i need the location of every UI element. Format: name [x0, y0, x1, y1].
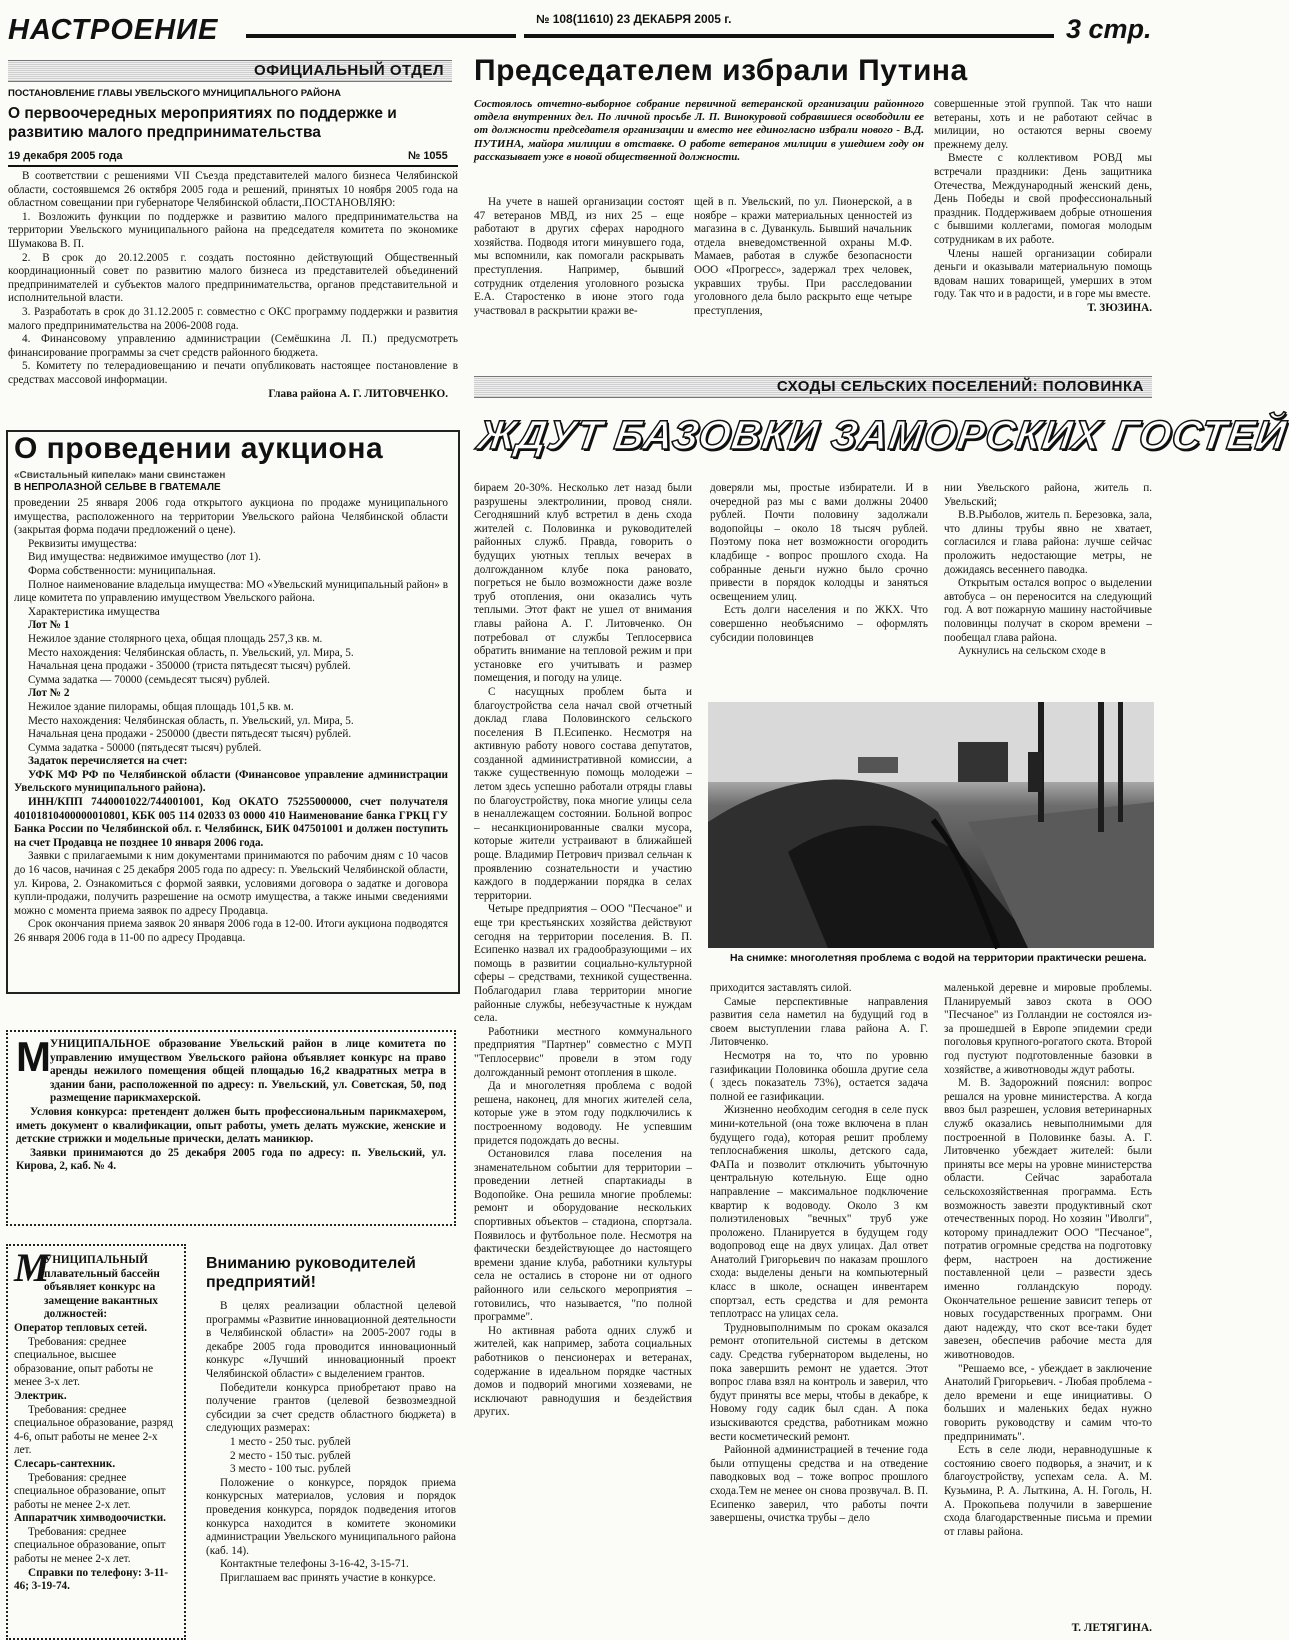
village-paragraph: Остановился глава поселения на знаменательном событии для территории – проведении летней спартакиады в Водопойке. Она решила многие проблемы: ремонт и оборудование нескольких спортивных объектов – стадиона, спортзала. Появилось и футбольное поле. Несмотря на фактически бездействующее до настоящего времени здание клуба, работники культуры села не остались в стороне ни от одного районного или сельского мероприятия – готовились, что называется, "по полной программе".	[474, 1148, 692, 1324]
rent-dropcap: М	[16, 1033, 51, 1080]
pool-phones: Справки по телефону: 3-11-46; 3-19-74.	[14, 1566, 169, 1593]
putin-lead: Состоялось отчетно-выборное собрание первичной ветеранской организации районного отдела внутренних дел. По личной просьбе Л. П. Винокуровой собравшиеся освободили ее от должности председателя организации и вместо нее единогласно избрали нового - В.Д. ПУТИНА, майора милиции в отставке. О работе ветеранов милиции в ушедшем году он рассказывает уже в новой общественной должности.	[474, 98, 924, 163]
village-signature: Т. ЛЕТЯГИНА.	[1071, 1622, 1152, 1634]
auction-paragraph: Начальная цена продажи - 250000 (двести пятьдесят тысяч) рублей.	[28, 728, 352, 741]
village-paragraph: приходится заставлять силой.	[710, 982, 852, 994]
auction-paragraph: Сумма задатка — 70000 (семьдесят тысяч) рублей.	[28, 673, 270, 686]
auction-paragraph: Место нахождения: Челябинская область, п. Увельский, ул. Мира, 5.	[28, 646, 354, 659]
auction-body	[14, 497, 448, 987]
village-photo	[708, 702, 1154, 948]
village-column-1	[474, 482, 692, 1636]
issue-info: № 108(11610) 23 ДЕКАБРЯ 2005 г.	[536, 12, 732, 26]
resolution-kicker: ПОСТАНОВЛЕНИЕ ГЛАВЫ УВЕЛЬСКОГО МУНИЦИПАЛЬНОГО РАЙОНА	[8, 88, 342, 99]
auction-paragraph: Заявки с прилагаемыми к ним документами принимаются по рабочим дням с 10 часов до 16 часов, начиная с 25 декабря 2005 года по адресу: п. Увельский Челябинской области, ул. Кирова, 2. Ознакомиться с формой заявки, условиями договора о задатке и договора купли-продажи, получить разрешение на осмотр имущества, а также иными сведениями можно с момента приема заявок по адресу Продавца.	[14, 850, 448, 917]
putin-paragraph: Вместе с коллективом РОВД мы встречали праздники: День защитника Отечества, Международный женский день, День Победы и свой профессиональный праздник. Поддерживаем добрые отношения с бывшими коллегами, помогая молодым сотрудникам в их работе.	[934, 152, 1152, 246]
village-paragraph: "Решаемо все, - убеждает в заключение Анатолий Григорьевич. - Любая проблема - дело времени и еще инициативы. О больших и маленьких бедах нужно говорить руководству и самим что-то предпринимать".	[944, 1362, 1152, 1443]
resolution-title: О первоочередных мероприятиях по поддержке и развитию малого предпринимательства	[8, 105, 397, 141]
village-paragraph: Районной администрацией в течение года были отпущены средства и на отведение паводковых вод – тоже вопрос прошлого схода.Тем не менее он снова прозвучал. В. П. Есипенко заверил, что работы почти завершены, очистка трубы – дело	[710, 1444, 928, 1525]
auction-paragraph: Нежилое здание пилорамы, общая площадь 101,5 кв. м.	[28, 700, 294, 713]
official-section-label: ОФИЦИАЛЬНЫЙ ОТДЕЛ	[254, 62, 444, 79]
putin-paragraph: щей в п. Увельский, по ул. Пионерской, а в ноябре – кражи материальных ценностей из магазина в с. Дуванкуль. Бывший начальник отдела вневедомственной охраны М.Ф. Мамаев, работая в службе безопасности ООО «Прогресс», задержал трех человек, укравших трубы. При расследовании уголовного дела было раскрыто еще четыре преступления,	[694, 196, 912, 317]
putin-column-3	[934, 98, 1152, 360]
resolution-signature: Глава района А. Г. ЛИТОВЧЕНКО.	[268, 387, 448, 400]
deposit-heading: Задаток перечисляется на счет:	[28, 755, 188, 768]
auction-paragraph: Полное наименование владельца имущества: МО «Увельский муниципальный район» в лице комитета по управлению имуществом Увельского района.	[14, 578, 448, 605]
section-title: НАСТРОЕНИЕ	[8, 14, 219, 46]
putin-paragraph: На учете в нашей организации состоят 47 ветеранов МВД, из них 25 – еще работают в других сферах народного хозяйства. Подводя итоги минувшего года, мы вспомнили, как помогали раскрывать преступления. Например, бывший сотрудник отделения уголовного розыска Е.А. Старостенко в июне этого года участвовал в раскрытии кражи ве-	[474, 196, 684, 317]
village-paragraph: Есть в селе люди, неравнодушные к состоянию своего подворья, а значит, и к благоустройству, успехам села. А. М. Кузьмина, Р. А. Лыткина, А. Н. Гоголь, Н. А. Прокопьева получили в завершение схода благодарственные письма и премии от главы района.	[944, 1444, 1152, 1538]
village-paragraph: Самые перспективные направления развития села наметил на будущий год в своем выступлении глава района А. Г. Литовченко.	[710, 995, 928, 1049]
auction-paragraph: Начальная цена продажи - 350000 (триста пятьдесят тысяч) рублей.	[28, 660, 351, 673]
resolution-number: № 1055	[408, 150, 448, 162]
putin-paragraph: совершенные этой группой. Так что наши ветераны, хоть и не работают сейчас в милиции, но остаются верны своему прежнему делу.	[934, 98, 1152, 151]
auction-paragraph: Срок окончания приема заявок 20 января 2006 года в 12-00. Итоги аукциона подводятся 26 января 2006 года в 11-00 по адресу Продавца.	[14, 918, 448, 944]
village-paragraph: Четыре предприятия – ООО "Песчаное" и еще три крестьянских хозяйства действуют сегодня на территории поселения. В. П. Есипенко назвал их градообразующими – их помощь в развитии социально-культурной сферы – средствами, техникой существенна. Поблагодарил глава территории многие районные службы, небезучастные к нуждам села.	[474, 903, 692, 1025]
resolution-paragraph: 3. Разработать в срок до 31.12.2005 г. совместно с ОКС программу поддержки и развития малого предпринимательства на 2006-2008 года.	[8, 305, 458, 332]
resolution-body	[8, 170, 458, 400]
trench-illustration	[708, 702, 1154, 948]
job-requirements: Требования: среднее специальное, высшее образование, опыт работы не менее 3-х лет.	[14, 1335, 154, 1389]
pool-body	[14, 1254, 176, 1634]
managers-title: Вниманию руководителей предприятий!	[206, 1255, 416, 1291]
village-paragraph: Работники местного коммунального предприятия "Партнер" совместно с МУП "Теплосервис" провели в этом году долгожданный ремонт отопления в школе.	[474, 1025, 692, 1079]
putin-column-1	[474, 196, 684, 358]
village-paragraph: доверяли мы, простые избиратели. И в очередной раз мы с вами должны 20400 рублей. Почти половину задолжали водопойцы – около 18 тысяч рублей. Поэтому пока нет возможности огородить кладбище - вопрос прошлого схода. На собранные деньги нужно было срочно привести в порядок колодцы и заняться освещением улиц.	[710, 482, 928, 603]
auction-cut-line-2: В НЕПРОЛАЗНОЙ СЕЛЬВЕ В ГВАТЕМАЛЕ	[14, 482, 221, 493]
auction-cut-line: «Свистальный кипелак» мани свинстажен	[14, 470, 226, 481]
job-requirements: Требования: среднее специальное образование, разряд 4-6, опыт работы не менее 2-х лет.	[14, 1403, 173, 1457]
village-column-2	[710, 482, 928, 694]
header-rule-right	[524, 34, 1054, 38]
village-paragraph: Трудновыполнимым по срокам оказался ремонт отопительной системы в детском саду. Средства губернатором выделены, но пока завершить ремонт не удается. Этот вопрос глава взял на контроль и заверил, что будут приняты все меры, чтобы в декабре, к Новому году садик был сдан. А пока изыскиваются средства, работникам можно вести косметический ремонт.	[710, 1321, 928, 1443]
village-paragraph: Да и многолетняя проблема с водой решена, наконец, для многих жителей села, которые уже в этом году подключились к построенному водоводу. Не успевшим придется подождать до весны.	[474, 1080, 692, 1147]
deposit-recipient: УФК МФ РФ по Челябинской области (Финансовое управление администрации Увельского муниципального района).	[14, 768, 448, 795]
auction-paragraph: Вид имущества: недвижимое имущество (лот 1).	[28, 551, 261, 564]
header-rule-left	[246, 34, 516, 38]
rent-deadline: Заявки принимаются до 25 декабря 2005 года по адресу: п. Увельский, ул. Кирова, 2, каб. № 4.	[16, 1146, 446, 1173]
village-paragraph: Открытым остался вопрос о выделении автобуса – он переносится на следующий год. А вот пожарную машину настойчивые половинцы получат в скором времени – пообещал глава района.	[944, 577, 1152, 644]
managers-paragraph: В целях реализации областной целевой программы «Развитие инновационной деятельности в Челябинской области» на 2005-2007 годы в декабре 2005 года проводится инновационный конкурс «Лучший инновационный проект Челябинской области» с выделением грантов.	[206, 1300, 456, 1380]
page-number: 3 стр.	[1066, 14, 1152, 44]
rent-conditions: Условия конкурса: претендент должен быть профессиональным парикмахером, иметь документ о квалификации, опыт работы, уметь делать мужские, женские и детские стрижки и модельные прически, делать маникюр.	[16, 1105, 446, 1146]
village-paragraph: Жизненно необходим сегодня в селе пуск мини-котельной (она тоже включена в план будущего года), которая решит проблему теплоснабжения школы, детского сада, ФАПа и позволит отключить убыточную центральную котельную. Еще одно направление – максимальное подключение квартир к водоводу. Около 3 км полиэтиленовых "вечных" труб уже проложено. Планируется в будущем году водопровод еще на двух улицах. Дал ответ Анатолий Григорьевич по наказам прошлого схода: выделены деньги на компьютерный класс в школе, оснащен инвентарем спортзал, есть средства и для ремонта теплотрасс на улицах села.	[710, 1104, 928, 1321]
village-paragraph: В.В.Рыболов, житель п. Березовка, зала, что длины трубы явно не хватает, согласился и глава района: лучше сейчас проложить недостающие метры, не дожидаясь весеннего паводка.	[944, 509, 1152, 576]
village-column-3	[944, 482, 1152, 694]
job-requirements: Требования: среднее специальное образование, опыт работы не менее 2-х лет.	[14, 1471, 166, 1511]
auction-title: О проведении аукциона	[14, 432, 384, 465]
resolution-paragraph: 5. Комитету по телерадиовещанию и печати опубликовать настоящее постановление в средствах массовой информации.	[8, 360, 458, 386]
resolution-paragraph: 1. Возложить функции по поддержке и развитию малого предпринимательства на территории Увельского муниципального района на председателя комитета по экономике Шумакова В. П.	[8, 210, 458, 250]
village-paragraph: М. В. Задорожний пояснил: вопрос решался на уровне министерства. А когда ввоз был разрешен, условия ветеринарных служб оказались невыполнимыми для построенной в Половинке базы. А. Г. Литовченко убеждает жителей: были приняты все меры на уровне министерства области. Сейчас заработала сельскохозяйственная программа. Есть возможность завезти продуктивный скот отечественных пород. Но хозяин "Иволги", которому принадлежит ООО "Песчаное", потратив огромные средства на подготовку ферм, настроен на достижение поставленной цели – развести здесь именно голландскую породу. Окончательное решение зависит теперь от новых государственных программ. Они дают надежду, что скот все-таки будет завезен, обеспечив рабочие места для животноводов.	[944, 1077, 1152, 1362]
resolution-paragraph: 4. Финансовому управлению администрации (Семёшкина Л. П.) предусмотреть финансирование программы за счет средств районного бюджета.	[8, 333, 458, 359]
village-column-3b	[944, 982, 1152, 1622]
rent-lead: УНИЦИПАЛЬНОЕ образование Увельский район в лице комитета по управлению имуществом Увельского района объявляет конкурс на право аренды нежилого помещения общей площадью 16,2 квадратных метра в здании бани, расположенной по адресу: п. Увельский, ул. Советская, 50, под размещение парикмахерской.	[50, 1038, 446, 1105]
village-paragraph: Но активная работа одних служб и жителей, как например, забота социальных работников о пенсионерах и ветеранах, содержание в идеальном порядке частных домов и подворий многими хозяевами, не исключают равнодушия и бездействия других.	[474, 1324, 692, 1419]
lot-heading: Лот № 1	[28, 619, 70, 632]
village-paragraph: Аукнулись на сельском сходе в	[958, 645, 1106, 658]
prize-item: 2 место - 150 тыс. рублей	[230, 1449, 351, 1462]
village-paragraph: нии Увельского района, житель п. Увельский;	[944, 482, 1152, 508]
putin-column-2	[694, 196, 912, 358]
village-paragraph: бираем 20-30%. Несколько лет назад были разрушены электролинии, провод сняли. Сегодняшний клуб встретил в день схода жителей с. Половинка и руководителей районных служб. Правда, говорить о будущих уютных теплых вечерах в долгожданном клубе пока рановато, погреться не было возможности даже возле труб отопления, они оказались чуть теплыми. Этот факт не ушел от внимания главы района А. Г. Литовченко. Он потребовал от службы Теплосервиса обратить внимание на тепловой режим и при установке его учитывать и размер помещения, и погоду на улице.	[474, 482, 692, 685]
managers-paragraph: Приглашаем вас принять участие в конкурсе.	[220, 1571, 436, 1584]
village-paragraph: Несмотря на то, что по уровню газификации Половинка обошла другие села ( здесь показатель 73%), остается задача полной ее газификации.	[710, 1049, 928, 1103]
managers-paragraph: Победители конкурса приобретают право на получение грантов (целевой безвозмездной субсидии за счет средств областного бюджета) в следующих размерах:	[206, 1381, 456, 1435]
auction-paragraph: Нежилое здание столярного цеха, общая площадь 257,3 кв. м.	[28, 632, 323, 645]
job-title: Электрик.	[14, 1389, 67, 1402]
managers-paragraph: Контактные телефоны 3-16-42, 3-15-71.	[220, 1558, 409, 1571]
job-requirements: Требования: среднее специальное образование, опыт работы не менее 2-х лет.	[14, 1525, 166, 1566]
resolution-paragraph: 2. В срок до 20.12.2005 г. создать постоянно действующий Общественный координационный совет по развитию малого бизнеса из представителей объединений предпринимателей и субъектов малого предпринимательства, органов представительной и исполнительной власти.	[8, 251, 458, 305]
job-title: Слесарь-сантехник.	[14, 1457, 116, 1470]
village-section-label: СХОДЫ СЕЛЬСКИХ ПОСЕЛЕНИЙ: ПОЛОВИНКА	[776, 378, 1144, 395]
resolution-date: 19 декабря 2005 года	[8, 150, 123, 162]
auction-paragraph: Форма собственности: муниципальная.	[28, 564, 216, 577]
rent-notice-body	[16, 1033, 446, 1218]
putin-article-title: Председателем избрали Путина	[474, 54, 968, 87]
village-section-bar	[474, 376, 1152, 398]
prize-item: 3 место - 100 тыс. рублей	[230, 1463, 351, 1476]
bank-details: ИНН/КПП 7440001022/744001001, Код ОКАТО 75255000000, счет получателя 40101810400000010801, КБК 005 114 02033 03 0000 410 Наименование банка ГРКЦ ГУ Банка России по Челябинской обл. г. Челябинск, БИК 047501001 и должен поступить на счет Продавца не позднее 10 января 2006 года.	[14, 796, 448, 849]
managers-paragraph: Положение о конкурсе, порядок приема конкурсных материалов, условия и порядок проведения конкурса, порядок подведения итогов конкурса находится в комитете экономики администрации Увельского муниципального района (каб. 14).	[206, 1476, 456, 1557]
auction-paragraph: Место нахождения: Челябинская область, п. Увельский, ул. Мира, 5.	[28, 714, 354, 727]
managers-body	[206, 1300, 456, 1636]
job-title: Аппаратчик химводоочистки.	[14, 1512, 166, 1525]
putin-paragraph: Члены нашей организации собирали деньги и оказывали материальную помощь вдовам наших товарищей, умерших в этом году. Так что и в радости, и в горе мы вместе.	[934, 247, 1152, 301]
photo-caption: На снимке: многолетняя проблема с водой на территории практически решена.	[730, 952, 1147, 964]
job-title: Оператор тепловых сетей.	[14, 1321, 148, 1334]
auction-paragraph: Реквизиты имущества:	[28, 537, 137, 550]
village-article-title: ЖДУТ БАЗОВКИ ЗАМОРСКИХ ГОСТЕЙ	[474, 412, 1289, 458]
resolution-paragraph: В соответствии с решениями VII Съезда представителей малого бизнеса Челябинской области, состоявшемся 26 октября 2005 года и решений, принятых 10 ноября 2005 года на областном совещании при губернаторе Челябинской области,.ПОСТАНОВЛЯЮ:	[8, 170, 458, 210]
prize-item: 1 место - 250 тыс. рублей	[230, 1435, 351, 1448]
auction-paragraph: проведении 25 января 2006 года открытого аукциона по продаже муниципального имущества, расположенного на территории Увельского района Челябинской области (закрытая форма подачи предложений о цене).	[14, 497, 448, 537]
village-paragraph: маленькой деревне и мировые проблемы. Планируемый завоз скота в ООО "Песчаное" из Голландии не состоялся из-за прошедшей в Европе эпидемии среди поголовья крупного-рогатого скота. Второй год пустуют подготовленные базовки в хозяйстве, а животноводы ждут работы.	[944, 982, 1152, 1076]
resolution-rule	[8, 165, 458, 167]
official-section-bar	[8, 60, 452, 82]
auction-paragraph: Характеристика имущества	[28, 605, 160, 618]
village-paragraph: С насущных проблем быта и благоустройства села начал свой отчетный доклад глава Половинского сельского поселения В П.Есипенко. Несмотря на активную работу нового состава депутатов, созданной административной комиссии, а также существенную помощь молодежи – летом здесь успешно работали отряды главы по благоустройству, пока многие улицы села в неналлежащем состоянии. Больной вопрос – несанкционированные свалки мусора, которые жители устраивают в ближайшей роще. Владимир Петрович призвал сельчан к проявлению сознательности и участию каждого в поддержании порядка в селах территории.	[474, 685, 692, 902]
pool-dropcap: М	[14, 1245, 50, 1290]
village-paragraph: Есть долги населения и по ЖКХ. Что совершенно необъяснимо – оформлять субсидии половинцев	[710, 604, 928, 644]
putin-signature: Т. ЗЮЗИНА.	[1087, 301, 1152, 314]
lot-heading: Лот № 2	[28, 687, 70, 700]
village-column-2b	[710, 982, 928, 1636]
pool-lead: УНИЦИПАЛЬНЫЙ плавательный бассейн объявляет конкурс на замещение вакантных должностей:	[44, 1254, 160, 1321]
auction-paragraph: Сумма задатка - 50000 (пятьдесят тысяч) рублей.	[28, 741, 262, 754]
